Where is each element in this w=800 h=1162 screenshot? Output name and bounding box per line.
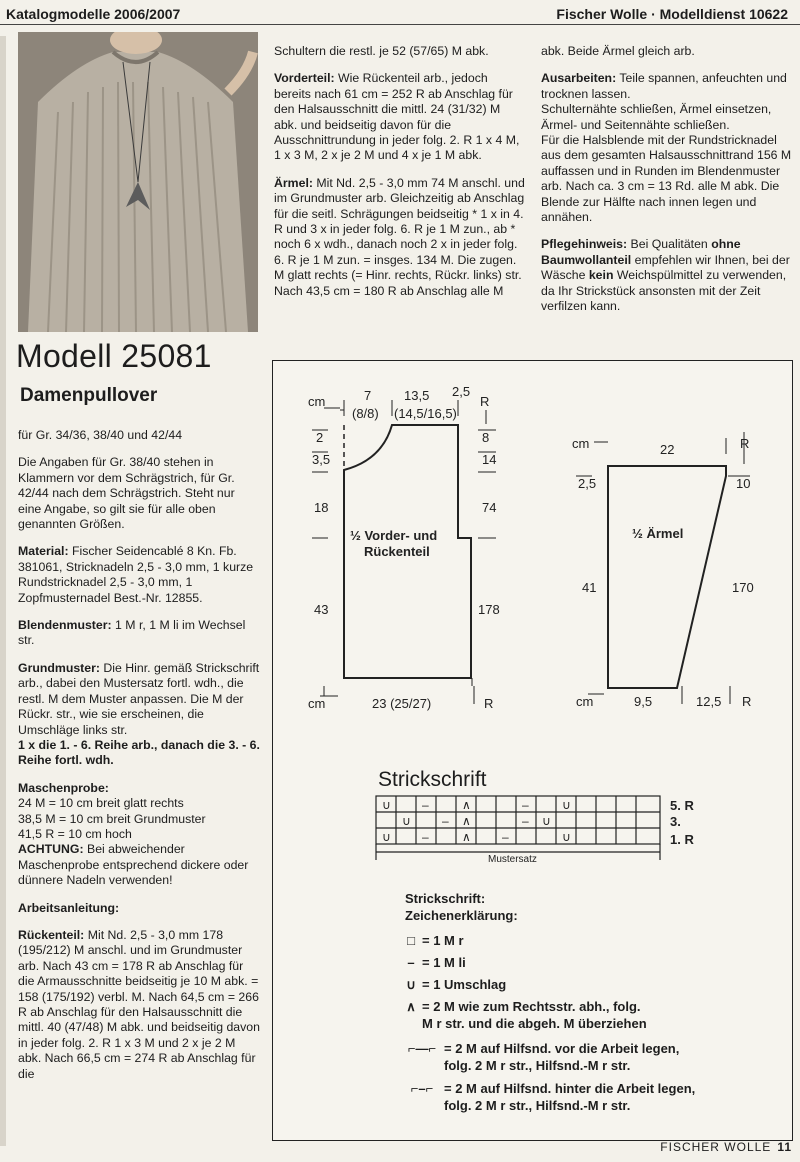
body-rh1: 8 <box>482 430 490 445</box>
svg-text:–: – <box>442 814 449 828</box>
body-cm-bottom: cm <box>308 696 326 711</box>
blenden-paragraph <box>18 618 260 649</box>
vorder-label: Vorderteil: <box>274 71 335 86</box>
square-icon: □ <box>407 933 415 948</box>
probe-label: Maschenprobe: <box>18 780 109 795</box>
pflege-text-c: empfehlen wir Ihnen, bei der Wäsche <box>541 252 790 283</box>
grund-text: Die Hinr. gemäß Strickschrift arb., dabei den Mustersatz fortl. wdh., die restl. M dem Muster anpassen. Die M der Rückr. str., wie sie erscheinen, die Umschläge links str. <box>18 660 260 737</box>
pflege-text-a: Bei Qualitäten <box>627 237 712 252</box>
sleeve-cm-top: cm <box>572 436 590 451</box>
sleeve-cm-bottom: cm <box>576 694 594 709</box>
page-binding-edge <box>0 36 6 1146</box>
ruecken-label: Rückenteil: <box>18 927 85 942</box>
model-subtitle: Damenpullover <box>20 385 158 406</box>
svg-text:–: – <box>422 830 429 844</box>
aermel-label: Ärmel: <box>274 175 313 190</box>
body-rh4: 178 <box>478 602 500 617</box>
sleeve-label: ½ Ärmel <box>632 526 684 541</box>
body-bottom: 23 (25/27) <box>372 696 432 711</box>
body-w3: 2,5 <box>452 384 471 399</box>
sleeve-lh2: 41 <box>582 580 597 595</box>
vorder-paragraph <box>274 71 526 163</box>
svg-text:∪: ∪ <box>562 798 571 812</box>
body-cm-top: cm <box>308 394 326 409</box>
legend-title-1: Strickschrift: <box>405 891 486 906</box>
pflege-paragraph <box>541 237 793 314</box>
sleeve-r-bottom: R <box>742 694 752 709</box>
decrease-icon: ∧ <box>406 999 416 1014</box>
legend-text-1: = 1 M r <box>422 933 464 948</box>
blenden-label: Blendenmuster: <box>18 618 112 633</box>
body-label-2: Rückenteil <box>364 544 430 559</box>
probe-line-2: 38,5 M = 10 cm breit Grundmuster <box>18 811 206 826</box>
ausarb-text-1: Teile spannen, anfeuchten und trocknen lassen. <box>541 71 787 101</box>
body-lh4: 43 <box>314 602 329 617</box>
column-2 <box>274 44 526 311</box>
cable-front-icon: ⌐—⌐ <box>407 1041 437 1056</box>
svg-text:–: – <box>522 814 529 828</box>
svg-text:∪: ∪ <box>382 798 391 812</box>
legend-text-4a: = 2 M wie zum Rechtsstr. abh., folg. <box>422 999 641 1014</box>
sleeve-b1: 9,5 <box>634 694 653 709</box>
material-label: Material: <box>18 544 69 559</box>
ruecken-paragraph <box>18 928 260 1082</box>
grund-label: Grundmuster: <box>18 660 100 675</box>
chart-row-1: 1. R <box>670 832 694 847</box>
aermel-text: Mit Nd. 2,5 - 3,0 mm 74 M anschl. und im Grundmuster arb. Gleichzeitig ab Anschlag für die seitl. Schrägungen beidseitig * 1 x in 4. R und 3 x in jeder folg. 6. R je 1 M zun., ab * noch 6 x wdh., danach noch 2 x in jeder folg. 6. R je 1 M zun. = insges. 134 M. Die zugen. M glatt rechts (= Hinr. rechts, Rückr. links) str. Nach 43,5 cm = 180 R ab Anschlag alle M <box>274 175 525 298</box>
legend-row-4 <box>400 998 647 1032</box>
ausarb-text-3: Für die Halsblende mit der Rundstricknadel aus dem gesamten Halsausschnittrand 156 M auffassen und in Runden im Blendenmuster arb. Nach ca. 3 cm = 13 Rd. alle M abk. Die Blende zur Hälfte nach innen legen und annähen. <box>541 133 792 225</box>
header-service: Fischer Wolle · Modelldienst 10622 <box>556 6 788 22</box>
strickschrift-title: Strickschrift <box>378 768 487 791</box>
achtung-label: ACHTUNG: <box>18 842 84 857</box>
svg-text:∪: ∪ <box>562 830 571 844</box>
col3-continuation: abk. Beide Ärmel gleich arb. <box>541 44 695 58</box>
sleeve-lh1: 2,5 <box>578 476 597 491</box>
ruecken-text: Mit Nd. 2,5 - 3,0 mm 178 (195/212) M anschl. und im Grundmuster arb. Nach 43 cm = 178 R ab Anschlag für die Armausschnitte beidseitig je 10 M abk. = 158 (175/192) verbl. M. Nach 64,5 cm = 266 R ab Anschlag für den Halsausschnitt die mittl. 40 (47/48) M abk. und beidseitig davon in jeder folg. 2. R 1 x 3 M und 2 x je 2 M abk. Nach 66,5 cm = 274 R ab Anschlag für die <box>18 927 260 1081</box>
ausarb-text-2: Schulternähte schließen, Ärmel einsetzen, Ärmel- und Seitennähte schließen. <box>541 102 772 132</box>
col2-continuation: Schultern die restl. je 52 (57/65) M abk. <box>274 44 489 58</box>
chart-mustersatz: Mustersatz <box>488 854 537 865</box>
aermel-paragraph <box>274 176 526 299</box>
dash-icon: – <box>407 955 415 970</box>
legend-row-3 <box>400 976 506 993</box>
body-r-top: R <box>480 394 490 409</box>
grund-bold: 1 x die 1. - 6. Reihe arb., danach die 3. - 6. Reihe fortl. wdh. <box>18 737 260 768</box>
svg-text:–: – <box>522 798 529 812</box>
blenden-text: 1 M r, 1 M li im Wechsel str. <box>18 618 246 648</box>
body-w2: 13,5 <box>404 388 430 403</box>
header-catalog: Katalogmodelle 2006/2007 <box>6 6 181 22</box>
footer-brand: FISCHER WOLLE <box>660 1140 772 1154</box>
sleeve-rh1: 10 <box>736 476 751 491</box>
header-rule <box>0 24 800 25</box>
sizes-text: für Gr. 34/36, 38/40 und 42/44 <box>18 428 183 442</box>
pflege-text-e: Weichspülmittel zu verwenden, da Ihr Strickstück ansonsten mit der Zeit verfilzen kann. <box>541 268 787 314</box>
svg-text:∧: ∧ <box>462 830 471 844</box>
sizes-note: Die Angaben für Gr. 38/40 stehen in Klammern vor dem Schrägstrich, für Gr. 42/44 nach dem Schrägstrich. Steht nur eine Angabe, so gilt sie für alle oben genannten Größen. <box>18 455 235 532</box>
probe-line-3: 41,5 R = 10 cm hoch <box>18 826 132 841</box>
legend-text-6a: = 2 M auf Hilfsnd. hinter die Arbeit legen, <box>444 1081 696 1096</box>
column-3 <box>541 44 793 327</box>
sleeve-rh2: 170 <box>732 580 754 595</box>
ausarb-paragraph <box>541 71 793 225</box>
pflege-text-d: kein <box>588 268 614 283</box>
svg-text:∪: ∪ <box>542 814 551 828</box>
svg-text:–: – <box>422 798 429 812</box>
sleeve-top: 22 <box>660 442 675 457</box>
anleitung-heading: Arbeitsanleitung: <box>18 900 120 915</box>
cable-back-icon: ⌐–⌐ <box>410 1081 434 1096</box>
legend-row-2 <box>400 954 466 971</box>
body-w2b: (14,5/16,5) <box>394 406 457 421</box>
body-label-1: ½ Vorder- und <box>350 528 438 543</box>
grund-paragraph <box>18 661 260 769</box>
legend-title-2: Zeichenerklärung: <box>405 908 518 923</box>
pflege-label: Pflegehinweis: <box>541 237 628 252</box>
legend-text-5b: folg. 2 M r str., Hilfsnd.-M r str. <box>444 1058 631 1073</box>
legend-row-5 <box>400 1040 679 1074</box>
body-lh3: 18 <box>314 500 329 515</box>
column-1 <box>18 428 260 1094</box>
body-lh1: 2 <box>316 430 324 445</box>
model-title: Modell 25081 <box>16 338 212 374</box>
svg-text:∪: ∪ <box>402 814 411 828</box>
body-w1: 7 <box>364 388 372 403</box>
legend-text-4b: M r str. und die abgeh. M überziehen <box>422 1016 647 1031</box>
svg-text:–: – <box>502 830 509 844</box>
pflege-text-b: ohne Baumwollanteil <box>541 237 741 267</box>
probe-line-1: 24 M = 10 cm breit glatt rechts <box>18 796 184 811</box>
chart-row-5: 5. R <box>670 798 694 813</box>
legend-text-6b: folg. 2 M r str., Hilfsnd.-M r str. <box>444 1098 631 1113</box>
page-footer <box>660 1140 792 1154</box>
material-text: Fischer Seidencablé 8 Kn. Fb. 381061, Stricknadeln 2,5 - 3,0 mm, 1 kurze Rundstricknadel 2,5 - 3,0 mm, 1 Zopfmusternadel Best.-Nr. 12855. <box>18 544 254 605</box>
svg-text:∧: ∧ <box>462 798 471 812</box>
sleeve-r-top: R <box>740 436 750 451</box>
body-w1b: (8/8) <box>352 406 379 421</box>
page-number: 11 <box>777 1140 792 1154</box>
sleeve-b2: 12,5 <box>696 694 722 709</box>
material-paragraph <box>18 544 260 606</box>
body-rh3: 74 <box>482 500 497 515</box>
ausarb-label: Ausarbeiten: <box>541 71 617 86</box>
chart-row-3: 3. <box>670 814 681 829</box>
legend-text-5a: = 2 M auf Hilfsnd. vor die Arbeit legen, <box>444 1041 680 1056</box>
legend-row-1 <box>400 932 464 949</box>
achtung-text: Bei abweichender Maschenprobe entsprechend dickere oder dünnere Nadeln verwenden! <box>18 842 249 888</box>
legend-title <box>405 890 518 924</box>
svg-text:∧: ∧ <box>462 814 471 828</box>
legend-row-6 <box>400 1080 695 1114</box>
model-photo <box>18 32 258 332</box>
probe-paragraph <box>18 781 260 889</box>
body-r-bottom: R <box>484 696 494 711</box>
svg-text:∪: ∪ <box>382 830 391 844</box>
yarn-over-icon: ∪ <box>406 977 416 992</box>
vorder-text: Wie Rückenteil arb., jedoch bereits nach 61 cm = 252 R ab Anschlag für den Halsausschnitt die mittl. 24 (31/32) M abk. und beidseitig davon für die Ausschnittrundung in jeder folg. 2. R 1 x 4 M, 1 x 3 M, 2 x je 2 M und 4 x je 1 M abk. <box>274 71 520 163</box>
body-rh2: 14 <box>482 452 497 467</box>
body-lh2: 3,5 <box>312 452 331 467</box>
legend-text-3: = 1 Umschlag <box>422 977 507 992</box>
legend-text-2: = 1 M li <box>422 955 466 970</box>
